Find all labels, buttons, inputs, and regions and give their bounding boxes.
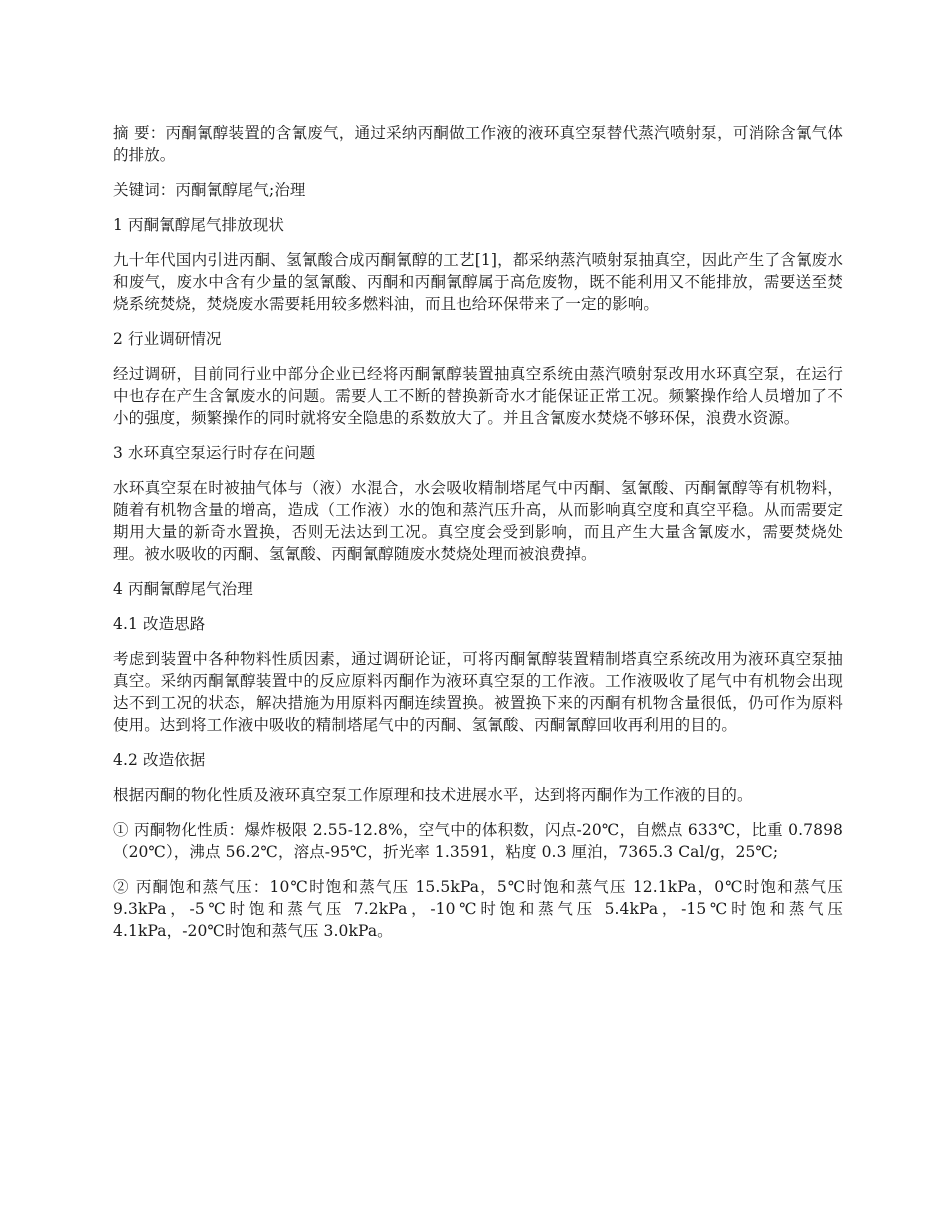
paragraph-2: 经过调研，目前同行业中部分企业已经将丙酮氰醇装置抽真空系统由蒸汽喷射泵改用水环真空泵，在运行中也存在产生含氰废水的问题。需要人工不断的替换新奇水才能保证正常工况。频繁操作给人员增加了不小的强度，频繁操作的同时就将安全隐患的系数放大了。并且含氰废水焚烧不够环保，浪费水资源。	[113, 365, 843, 427]
keywords: 关键词：丙酮氰醇尾气;治理	[113, 181, 306, 199]
paragraph-3: 水环真空泵在时被抽气体与（液）水混合，水会吸收精制塔尾气中丙酮、氢氰酸、丙酮氰醇等有机物料，随着有机物含量的增高，造成（工作液）水的饱和蒸汽压升高，从而影响真空度和真空平稳。从而需要定期用大量的新奇水置换，否则无法达到工况。真空度会受到影响，而且产生大量含氰废水，需要焚烧处理。被水吸收的丙酮、氢氰酸、丙酮氰醇随废水焚烧处理而被浪费掉。	[113, 479, 843, 563]
section-heading-2: 2 行业调研情况	[113, 330, 222, 348]
section-heading-4-2: 4.2 改造依据	[113, 751, 206, 769]
paragraph-acetone-vapor-pressure: ② 丙酮饱和蒸气压：10℃时饱和蒸气压 15.5kPa，5℃时饱和蒸气压 12.1kPa，0℃时饱和蒸气压 9.3kPa，-5℃时饱和蒸气压 7.2kPa，-10℃时饱和蒸气压 5.4kPa，-15℃时饱和蒸气压 4.1kPa，-20℃时饱和蒸气压 3.0kPa。	[113, 878, 843, 940]
paragraph-4-2: 根据丙酮的物化性质及液环真空泵工作原理和技术进展水平，达到将丙酮作为工作液的目的。	[113, 786, 753, 804]
section-heading-1: 1 丙酮氰醇尾气排放现状	[113, 216, 284, 234]
abstract: 摘 要：丙酮氰醇装置的含氰废气，通过采纳丙酮做工作液的液环真空泵替代蒸汽喷射泵，可消除含氰气体的排放。	[113, 124, 843, 164]
paragraph-1: 九十年代国内引进丙酮、氢氰酸合成丙酮氰醇的工艺[1]，都采纳蒸汽喷射泵抽真空，因此产生了含氰废水和废气，废水中含有少量的氢氰酸、丙酮和丙酮氰醇属于高危废物，既不能利用又不能排放，需要送至焚烧系统焚烧，焚烧废水需要耗用较多燃料油，而且也给环保带来了一定的影响。	[113, 251, 843, 313]
section-heading-3: 3 水环真空泵运行时存在问题	[113, 444, 316, 462]
paragraph-acetone-properties: ① 丙酮物化性质：爆炸极限 2.55-12.8%，空气中的体积数，闪点-20℃，自燃点 633℃，比重 0.7898（20℃），沸点 56.2℃，溶点-95℃，折光率 1.3591，粘度 0.3 厘泊，7365.3 Cal/g，25℃;	[113, 821, 843, 861]
document-body	[113, 122, 843, 955]
section-heading-4-1: 4.1 改造思路	[113, 615, 206, 633]
paragraph-4-1: 考虑到装置中各种物料性质因素，通过调研论证，可将丙酮氰醇装置精制塔真空系统改用为液环真空泵抽真空。采纳丙酮氰醇装置中的反应原料丙酮作为液环真空泵的工作液。工作液吸收了尾气中有机物会出现达不到工况的状态，解决措施为用原料丙酮连续置换。被置换下来的丙酮有机物含量很低，仍可作为原料使用。达到将工作液中吸收的精制塔尾气中的丙酮、氢氰酸、丙酮氰醇回收再利用的目的。	[113, 650, 843, 734]
section-heading-4: 4 丙酮氰醇尾气治理	[113, 580, 253, 598]
